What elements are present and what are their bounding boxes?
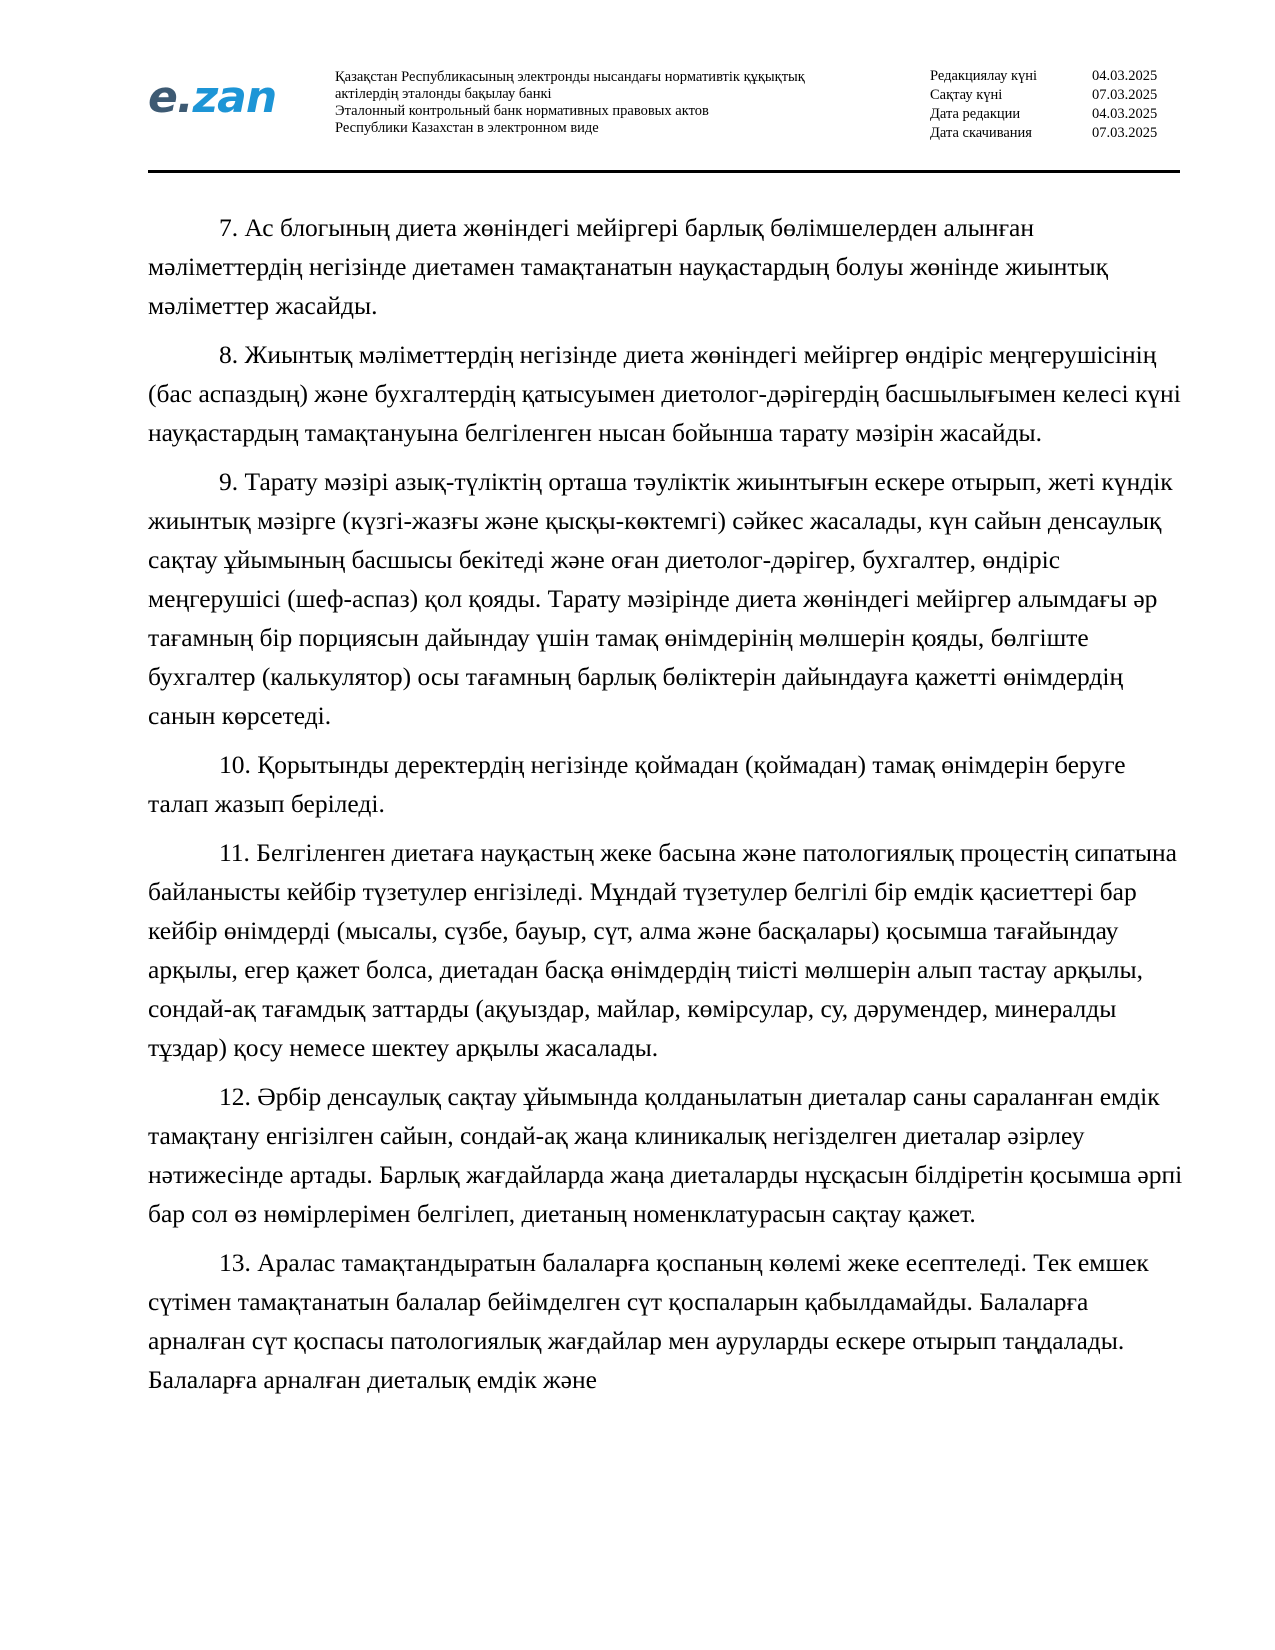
document-body [148,208,1188,1409]
meta-label: Дата редакции [930,106,1021,122]
ezan-logo [148,74,276,122]
meta-label: Редакциялау күні [930,68,1038,84]
header-line: Республики Казахстан в электронном виде [335,120,599,136]
document-header [148,60,1180,170]
header-line: Қазақстан Республикасының электронды нысандағы нормативтік құқықтық [335,69,805,85]
header-line: актілердің эталонды бақылау банкі [335,86,552,102]
meta-value: 04.03.2025 [1092,68,1158,84]
meta-value: 07.03.2025 [1092,87,1158,103]
meta-label: Сақтау күні [930,87,1003,103]
logo-e: e [148,72,177,123]
paragraph-9: 9. Тарату мәзірі азық-түліктің орташа тәуліктік жиынтығын ескере отырып, жеті күндік жиынтық мәзірге (күзгі-жазғы және қысқы-көктемгі) сәйкес жасалады, күн сайын денсаулық сақтау ұйымының басшысы бекітеді және оған диетолог-дәрігер, бухгалтер, өндіріс меңгерушісі (шеф-аспаз) қол қояды. Тарату мәзірінде диета жөніндегі мейіргер алымдағы әр тағамның бір порциясын дайындау үшін тамақ өнімдерінің мөлшерін қояды, бөлгіште бухгалтер (калькулятор) осы тағамның барлық бөліктерін дайындауға қажетті өнімдердің санын көрсетеді. [148,467,1173,730]
paragraph-7: 7. Ас блогының диета жөніндегі мейіргері барлық бөлімшелерден алынған мәліметтердің негізінде диетамен тамақтанатын науқастардың болуы жөнінде жиынтық мәліметтер жасайды. [148,213,1109,320]
meta-row-edit-date-kz [930,67,1182,86]
header-line: Эталонный контрольный банк нормативных правовых актов [335,103,709,119]
meta-value: 07.03.2025 [1092,125,1158,141]
paragraph-12: 12. Әрбір денсаулық сақтау ұйымында қолданылатын диеталар саны сараланған емдік тамақтану енгізілген сайын, сондай-ақ жаңа клиникалық негізделген диеталар әзірлеу нәтижесінде артады. Барлық жағдайларда жаңа диеталарды нұсқасын білдіретін қосымша әрпі бар сол өз нөмірлерімен белгілеп, диетаның номенклатурасын сақтау қажет. [148,1082,1183,1228]
paragraph-11: 11. Белгіленген диетаға науқастың жеке басына және патологиялық процестің сипатына байланысты кейбір түзетулер енгізіледі. Мұндай түзетулер белгілі бір емдік қасиеттері бар кейбір өнімдерді (мысалы, сүзбе, бауыр, сүт, алма және басқалары) қосымша тағайындау арқылы, егер қажет болса, диетадан басқа өнімдердің тиісті мөлшерін алып тастау арқылы, сондай-ақ тағамдық заттарды (ақуыздар, майлар, көмірсулар, су, дәрумендер, минералды тұздар) қосу немесе шектеу арқылы жасалады. [148,838,1177,1062]
meta-row-save-date-kz [930,86,1182,105]
header-bank-title [335,69,895,137]
paragraph-8: 8. Жиынтық мәліметтердің негізінде диета жөніндегі мейіргер өндіріс меңгерушісінің (бас аспаздың) және бухгалтердің қатысуымен диетолог-дәрігердің басшылығымен келесі күні науқастардың тамақтануына белгіленген нысан бойынша тарату мәзірін жасайды. [148,340,1181,447]
logo-dot: . [176,72,193,123]
meta-row-edit-date-ru [930,105,1182,124]
header-dates [930,67,1182,143]
meta-value: 04.03.2025 [1092,106,1158,122]
meta-label: Дата скачивания [930,125,1032,141]
paragraph-10: 10. Қорытынды деректердің негізінде қоймадан (қоймадан) тамақ өнімдерін беруге талап жазып беріледі. [148,750,1126,818]
paragraph-13: 13. Аралас тамақтандыратын балаларға қоспаның көлемі жеке есептеледі. Тек емшек сүтімен тамақтанатын балалар бейімделген сүт қоспаларын қабылдамайды. Балаларға арналған сүт қоспасы патологиялық жағдайлар мен ауруларды ескере отырып таңдалады. Балаларға арналған диеталық емдік және [148,1248,1149,1394]
header-divider [148,170,1180,173]
logo-zan: zan [192,72,277,123]
meta-row-download-date-ru [930,124,1182,143]
